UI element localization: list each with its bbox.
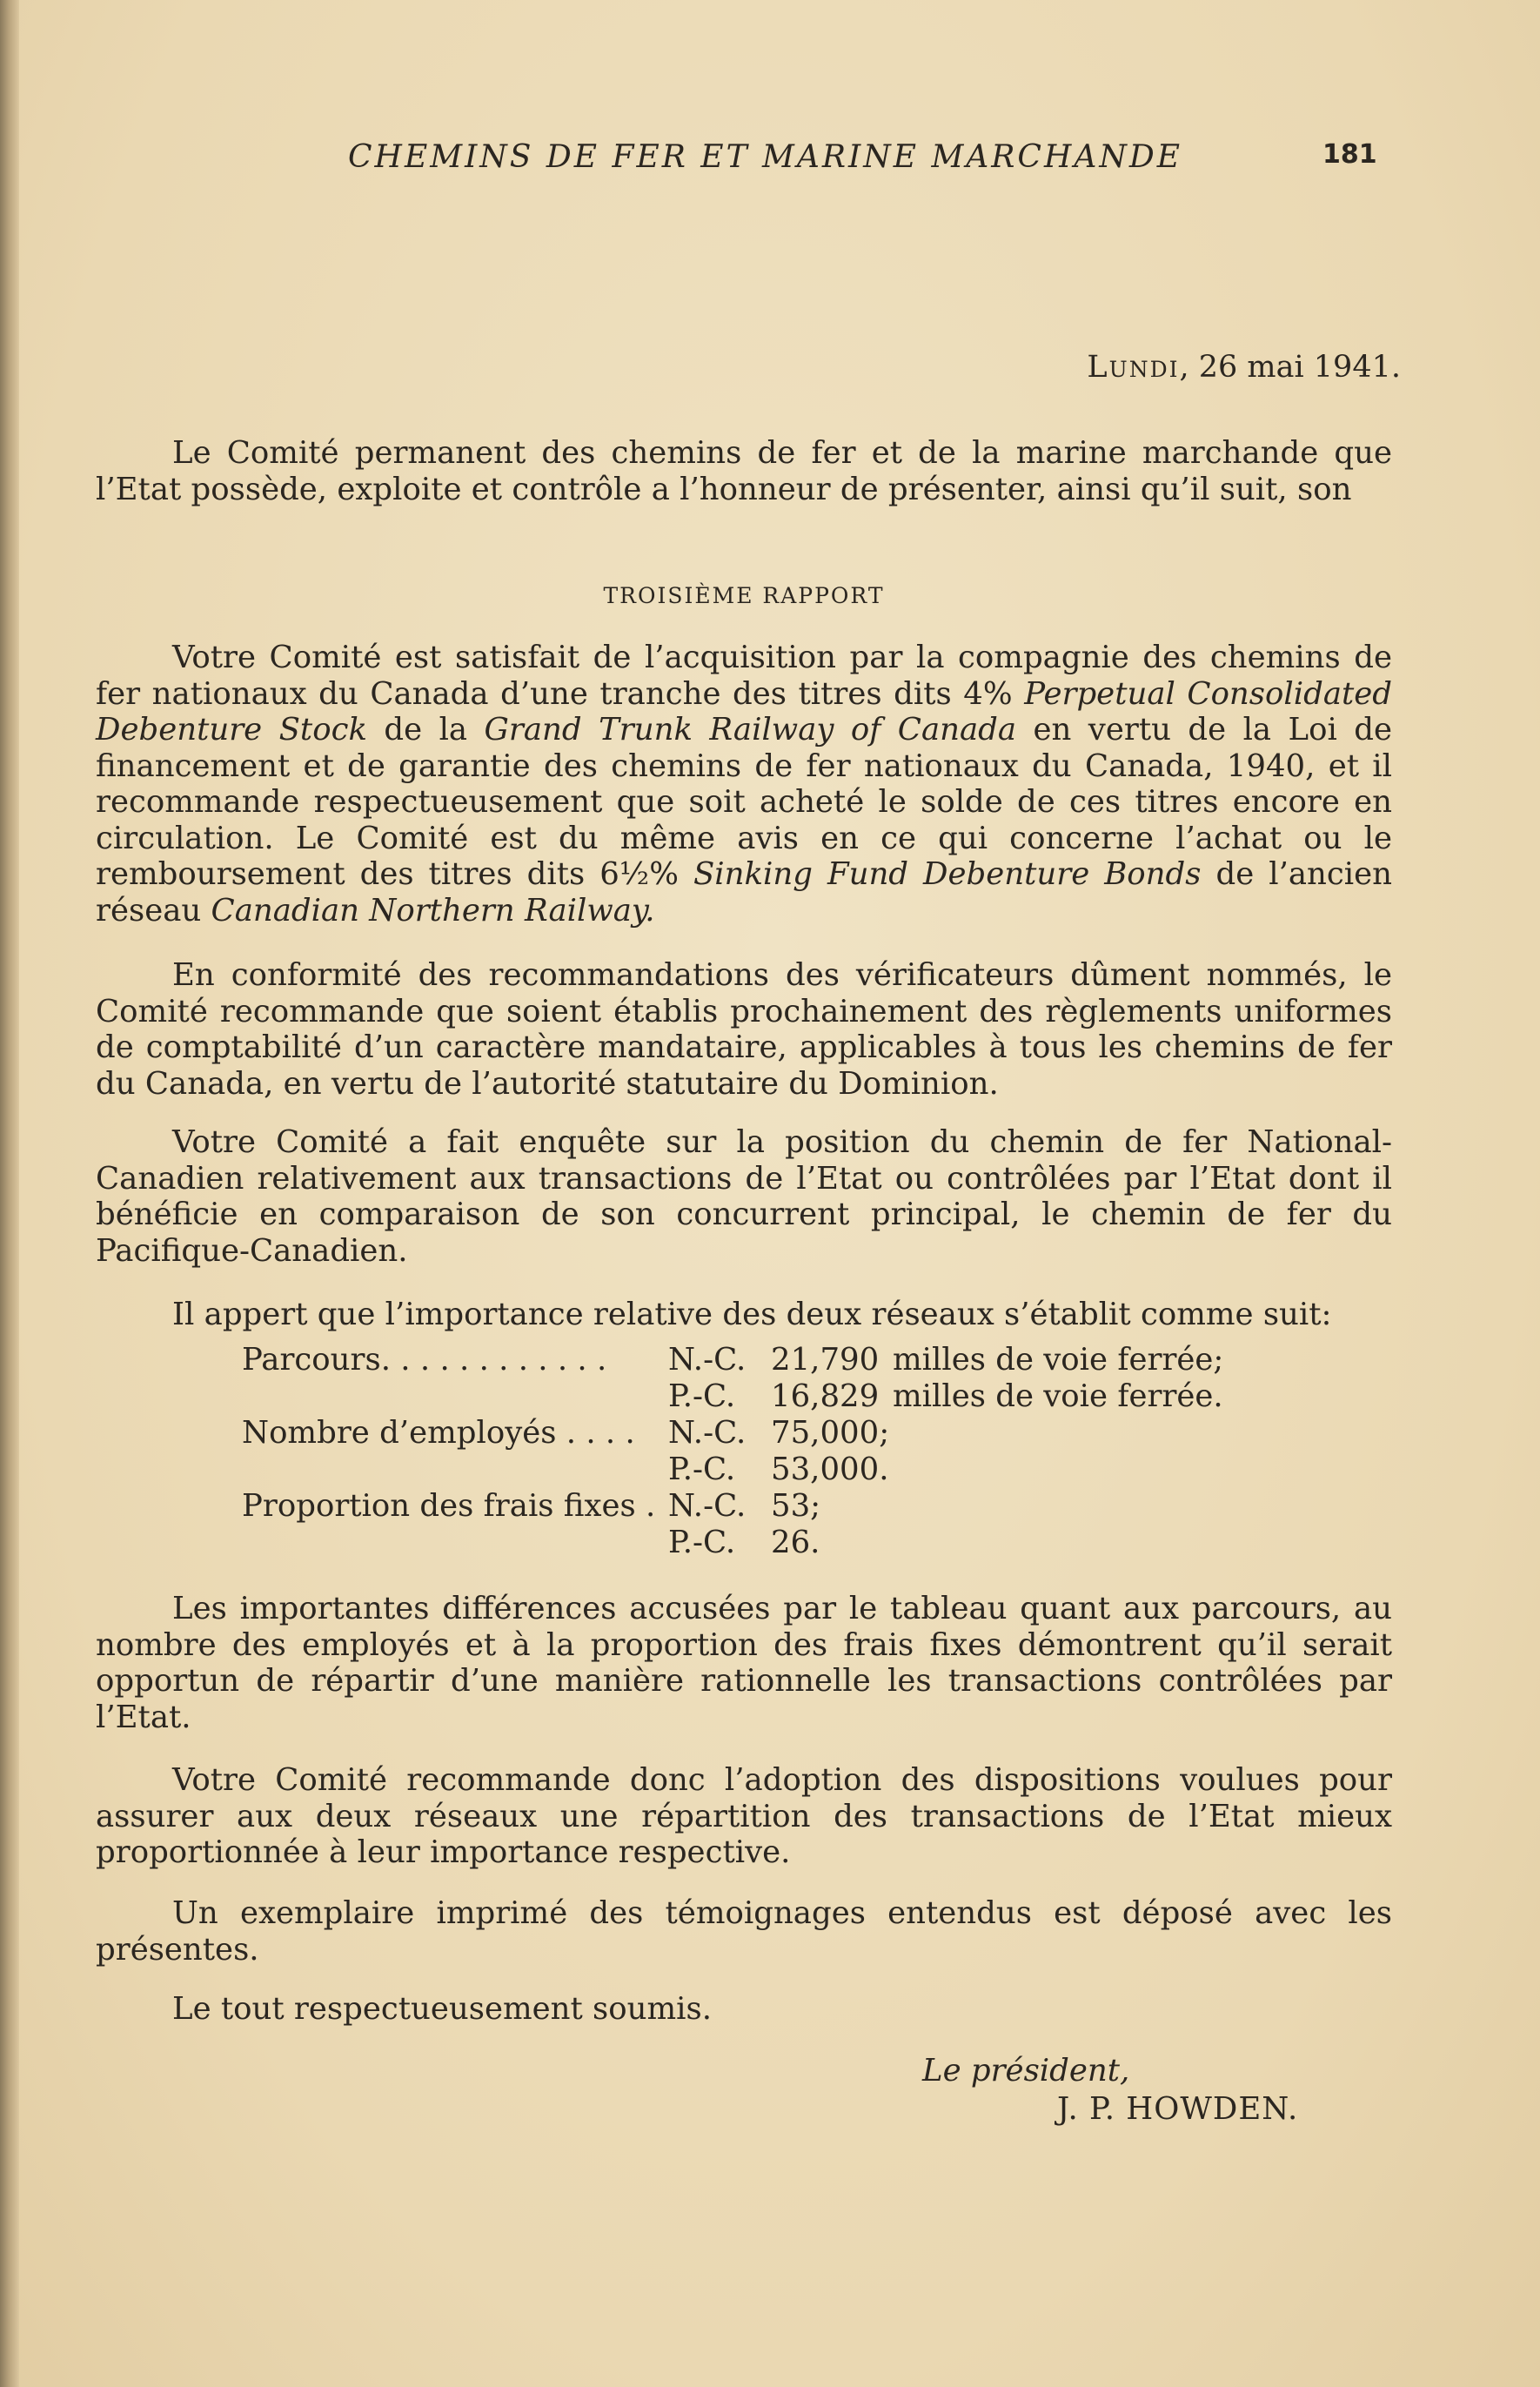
- paragraph-3: Votre Comité a fait enquête sur la position du chemin de fer National-Canadien relativement aux transactions de l’Etat ou contrôlées par l’Etat dont il bénéficie en comparaison de son concurrent principal, le chemin de fer du Pacifique-Canadien.: [96, 1124, 1392, 1269]
- p1-text-c: de la: [366, 712, 485, 748]
- p1-text-g: de l’ancien réseau: [96, 856, 1392, 929]
- table-row: Parcours. . . . . . . . . . . . N.-C. 21,790 milles de voie ferrée;: [242, 1342, 1224, 1378]
- intro-paragraph: Le Comité permanent des chemins de fer et de la marine marchande que l’Etat possède, exploite et contrôle a l’honneur de présenter, ainsi qu’il suit, son: [96, 435, 1392, 507]
- running-title: CHEMINS DE FER ET MARINE MARCHANDE: [348, 139, 1182, 175]
- signature-block: [922, 2052, 1298, 2129]
- p1-italic-f: Sinking Fund Debenture Bonds: [693, 856, 1202, 892]
- page-binding-edge: [0, 0, 19, 2387]
- p1-italic-h: Canadian Northern Railway.: [211, 892, 655, 929]
- table-row: P.-C. 53,000.: [668, 1452, 889, 1487]
- page-number: 181: [1322, 139, 1377, 170]
- paragraph-8: Le tout respectueusement soumis.: [172, 1991, 713, 2027]
- paragraph-6: Votre Comité recommande donc l’adoption des dispositions voulues pour assurer aux deux réseaux une répartition des transactions de l’Etat mieux proportionnée à leur importance respective.: [96, 1762, 1392, 1870]
- p1-italic-d: Grand Trunk Railway of Canada: [484, 712, 1017, 748]
- intro-block: [96, 435, 1392, 507]
- report-title: TROISIÈME RAPPORT: [603, 583, 885, 608]
- table-row: P.-C. 26.: [668, 1525, 820, 1560]
- table-row: Proportion des frais fixes . N.-C. 53;: [242, 1488, 821, 1524]
- date-day: Lundi: [1087, 350, 1180, 385]
- p1-text-a: Votre Comité est satisfait de l’acquisition par la compagnie des chemins de fer nationaux du Canada d’une tranche des titres dits 4%: [96, 640, 1392, 712]
- table-row: P.-C. 16,829 milles de voie ferrée.: [668, 1378, 1223, 1414]
- paragraph-2: En conformité des recommandations des vérificateurs dûment nommés, le Comité recommande que soient établis prochainement des règlements uniformes de comptabilité d’un caractère mandataire, applicables à tous les chemins de fer du Canada, en vertu de l’autorité statutaire du Dominion.: [96, 957, 1392, 1102]
- paragraph-5: Les importantes différences accusées par le tableau quant aux parcours, au nombre des employés et à la proportion des frais fixes démontrent qu’il serait opportun de répartir d’une manière rationnelle les transactions contrôlées par l’Etat.: [96, 1591, 1392, 1735]
- report-date: [983, 350, 1401, 385]
- signature-name: J. P. HOWDEN.: [1057, 2091, 1299, 2127]
- paragraph-7: Un exemplaire imprimé des témoignages entendus est déposé avec les présentes.: [96, 1895, 1392, 1968]
- comparison-table: [242, 1342, 1223, 1561]
- paragraph-1: [96, 640, 1392, 929]
- signature-title: Le président,: [922, 2053, 1130, 2089]
- paragraph-4: Il appert que l’importance relative des deux réseaux s’établit comme suit:: [172, 1297, 1332, 1332]
- date-rest: , 26 mai 1941.: [1179, 350, 1401, 385]
- p1-italic-b: Perpetual Consolidated Debenture Stock: [96, 675, 1392, 748]
- table-row: Nombre d’employés . . . . N.-C. 75,000;: [242, 1415, 890, 1451]
- p1-text-e: en vertu de la Loi de financement et de garantie des chemins de fer nationaux du Canada, 1940, et il recommande respectueusement que soit acheté le solde de ces titres encore en circulation. Le Comité est du même avis en ce qui concerne l’achat ou le remboursement des titres dits 6½%: [96, 712, 1392, 892]
